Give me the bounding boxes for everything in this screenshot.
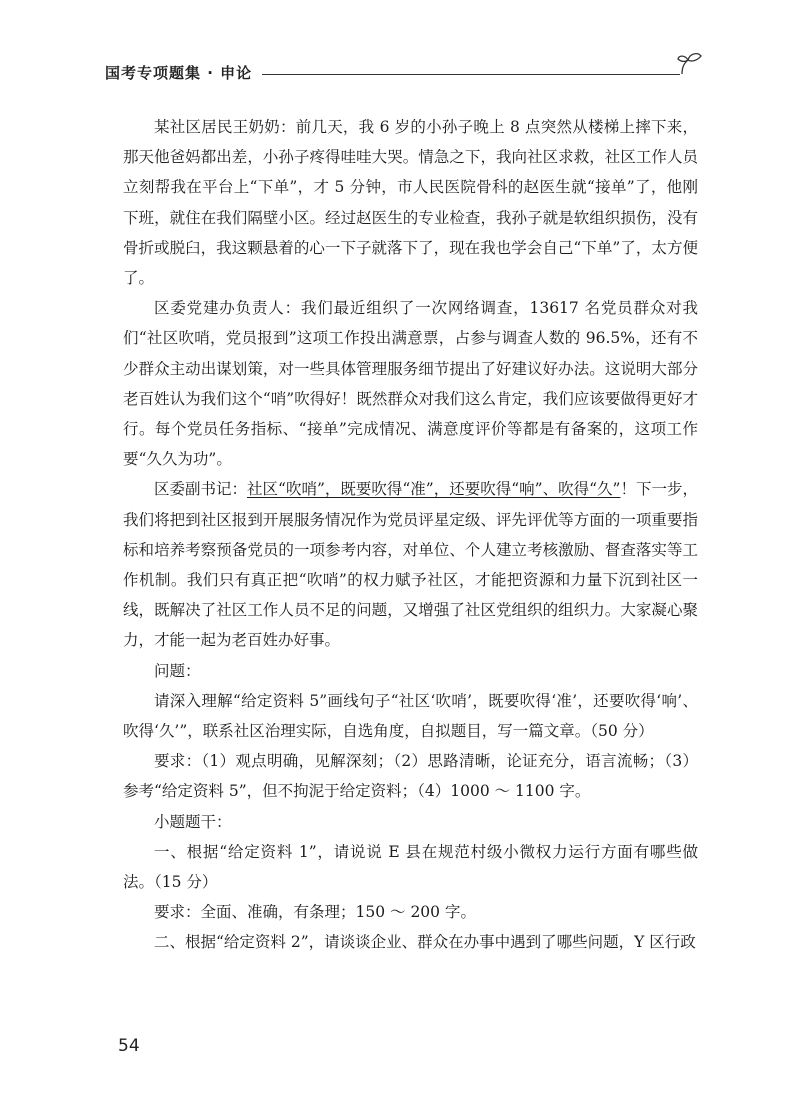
question-text: 请深入理解“给定资料 5”画线句子“社区‘吹哨’，既要吹得‘准’，还要吹得‘响’、吹得‘久’”，联系社区治理实际，自选角度，自拟题目，写一篇文章。（50 分）: [123, 691, 698, 741]
question-requirements: 要求：（1）观点明确，见解深刻；（2）思路清晰，论证充分，语言流畅；（3）参考“给定资料 5”，但不拘泥于给定资料；（4）1000 ～ 1100 字。: [123, 752, 698, 801]
paragraph-resident: 某社区居民王奶奶：前几天，我 6 岁的小孙子晚上 8 点突然从楼梯上摔下来，那天他爸妈都出差，小孙子疼得哇哇大哭。情急之下，我向社区求救，社区工作人员立刻帮我在平台上“下单”，才 5 分钟，市人民医院骨科的赵医生就“接单”了，他刚下班，就住在我们隔壁小区。经过赵医生的专业检查，我孙子就是软组织损伤，没有骨折或脱臼，我这颗悬着的心一下子就落下了，现在我也学会自己“下单”了，太方便了。: [123, 118, 698, 288]
page-number: 54: [118, 1036, 140, 1056]
sprout-icon: [676, 50, 704, 76]
paragraph-deputy-secretary: [123, 474, 698, 655]
document-body: [123, 112, 698, 958]
deputy-secretary-rest: ！下一步，我们将把到社区报到开展服务情况作为党员评星定级、评先评优等方面的一项重要指标和培养考察预备党员的一项参考内容，对单位、个人建立考核激励、督查落实等工作机制。我们只有真正把“吹哨”的权力赋予社区，才能把资源和力量下沉到社区一线，既解决了社区工作人员不足的问题，又增强了社区党组织的组织力。大家凝心聚力，才能一起为老百姓办好事。: [123, 480, 698, 650]
question-label: 问题：: [154, 661, 201, 680]
sub-question-2: 二、根据“给定资料 2”，请谈谈企业、群众在办事中遇到了哪些问题，Y 区行政: [154, 933, 696, 952]
header-rule: [262, 74, 680, 75]
sub-question-1-requirements: 要求：全面、准确，有条理；150 ～ 200 字。: [154, 903, 476, 922]
deputy-secretary-lead: 区委副书记：: [154, 480, 248, 499]
header-title: 国考专项题集 · 申论: [105, 64, 253, 82]
sub-question-1: 一、根据“给定资料 1”，请说说 E 县在规范村级小微权力运行方面有哪些做法。（15 分）: [123, 842, 698, 892]
paragraph-party-office: 区委党建办负责人：我们最近组织了一次网络调查，13617 名党员群众对我们“社区吹哨，党员报到”这项工作投出满意票，占参与调查人数的 96.5%，还有不少群众主动出谋划策，对一些具体管理服务细节提出了好建议好办法。这说明大部分老百姓认为我们这个“哨”吹得好！既然群众对我们这么肯定，我们应该要做得更好才行。每个党员任务指标、“接单”完成情况、满意度评价等都是有备案的，这项工作要“久久为功”。: [123, 299, 698, 469]
underlined-sentence: 社区“吹哨”，既要吹得“准”，还要吹得“响”、吹得“久”: [247, 480, 621, 499]
sub-question-label: 小题题干：: [154, 812, 232, 831]
